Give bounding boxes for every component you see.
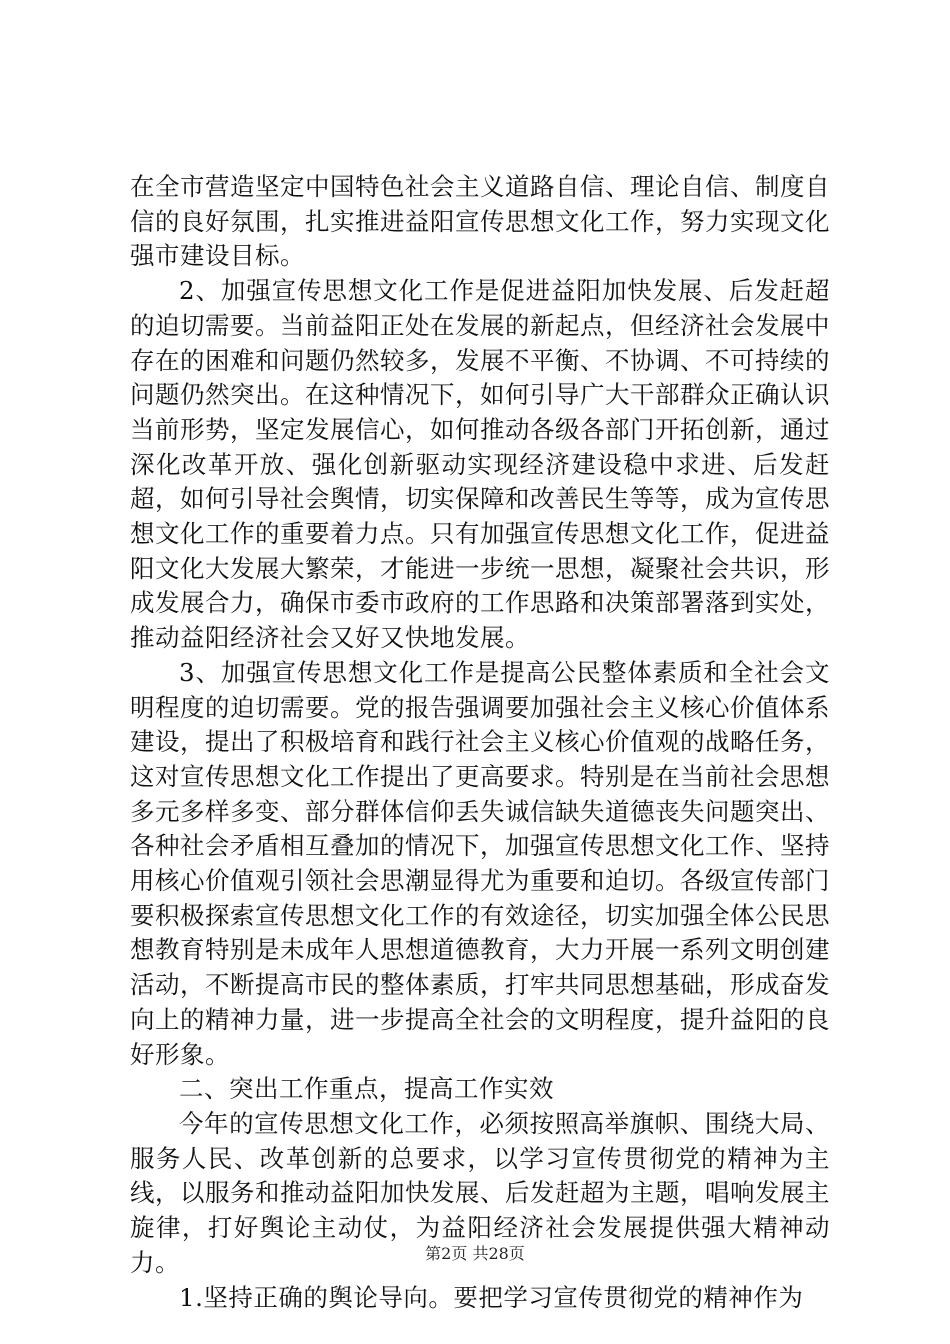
paragraph-item-1: 1.坚持正确的舆论导向。要把学习宣传贯彻党的精神作为 [179, 1282, 804, 1312]
paragraph-section-intro: 今年的宣传思想文化工作，必须按照高举旗帜、围绕大局、服务人民、改革创新的总要求，以学习宣传贯彻党的精神为主线，以服务和推动益阳加快发展、后发赶超为主题，唱响发展主旋律，打好舆论主动仗，为益阳经济社会发展提供强大精神动力。 [130, 1108, 830, 1277]
paragraph-point-2: 2、加强宣传思想文化工作是促进益阳加快发展、后发赶超的迫切需要。当前益阳正处在发展的新起点，但经济社会发展中存在的困难和问题仍然较多，发展不平衡、不协调、不可持续的问题仍然突出。在这种情况下，如何引导广大干部群众正确认识当前形势，坚定发展信心，如何推动各级各部门开拓创新，通过深化改革开放、强化创新驱动实现经济建设稳中求进、后发赶超，如何引导社会舆情，切实保障和改善民生等等，成为宣传思想文化工作的重要着力点。只有加强宣传思想文化工作，促进益阳文化大发展大繁荣，才能进一步统一思想，凝聚社会共识，形成发展合力，确保市委市政府的工作思路和决策部署落到实处，推动益阳经济社会又好又快地发展。 [130, 276, 830, 653]
section-heading: 二、突出工作重点，提高工作实效 [179, 1074, 554, 1104]
document-body [130, 170, 830, 1315]
paragraph-continuation: 在全市营造坚定中国特色社会主义道路自信、理论自信、制度自信的良好氛围，扎实推进益阳宣传思想文化工作，努力实现文化强市建设目标。 [130, 172, 830, 271]
page-number-footer: 第2页 共28页 [425, 1244, 525, 1263]
paragraph-point-3: 3、加强宣传思想文化工作是提高公民整体素质和全社会文明程度的迫切需要。党的报告强调要加强社会主义核心价值体系建设，提出了积极培育和践行社会主义核心价值观的战略任务，这对宣传思想文化工作提出了更高要求。特别是在当前社会思想多元多样多变、部分群体信仰丢失诚信缺失道德丧失问题突出、各种社会矛盾相互叠加的情况下，加强宣传思想文化工作、坚持用核心价值观引领社会思潮显得尤为重要和迫切。各级宣传部门要积极探索宣传思想文化工作的有效途径，切实加强全体公民思想教育特别是未成年人思想道德教育，大力开展一系列文明创建活动，不断提高市民的整体素质，打牢共同思想基础，形成奋发向上的精神力量，进一步提高全社会的文明程度，提升益阳的良好形象。 [130, 657, 830, 1069]
